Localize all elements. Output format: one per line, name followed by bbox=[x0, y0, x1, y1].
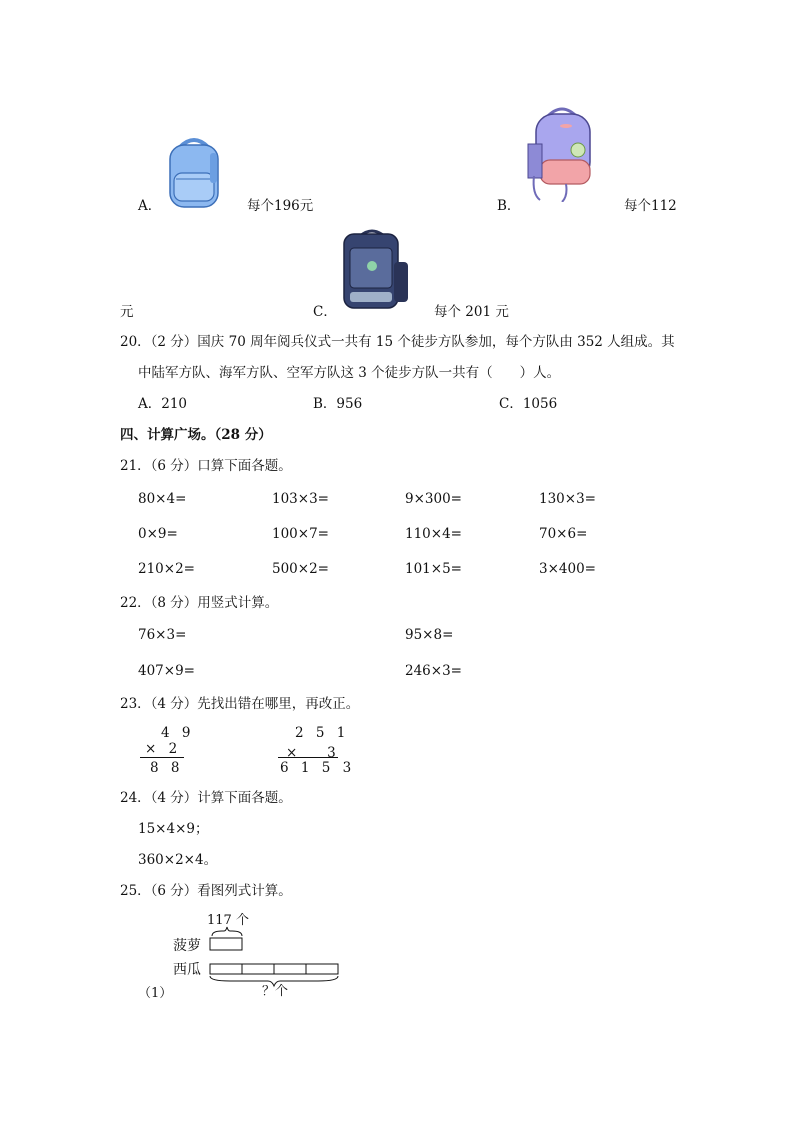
q24-title: 24．（4 分）计算下面各题。 bbox=[120, 790, 292, 806]
backpack-a-image bbox=[162, 133, 226, 209]
q20-choice-b: B．956 bbox=[313, 396, 363, 412]
q21-item: 210×2= bbox=[138, 561, 195, 577]
pineapple-bar bbox=[210, 938, 242, 950]
option-b-price: 每个112 bbox=[624, 198, 677, 214]
q21-item: 101×5= bbox=[405, 561, 462, 577]
q21-item: 100×7= bbox=[272, 526, 329, 542]
q21-title: 21．（6 分）口算下面各题。 bbox=[120, 458, 292, 474]
q22-item: 76×3= bbox=[138, 627, 187, 643]
q21-item: 110×4= bbox=[405, 526, 462, 542]
calc2-result: 6 1 5 3 bbox=[280, 760, 356, 776]
backpack-b-image bbox=[526, 104, 598, 202]
option-c-letter: C． bbox=[313, 304, 337, 320]
q21-item: 9×300= bbox=[405, 491, 462, 507]
sub-question-label: （1） bbox=[138, 986, 173, 1001]
calc1-mult: × 2 bbox=[145, 741, 182, 757]
q22-title: 22．（8 分）用竖式计算。 bbox=[120, 595, 279, 611]
q24-item: 360×2×4。 bbox=[138, 852, 218, 868]
calc1-line bbox=[140, 757, 184, 758]
calc1-result: 8 8 bbox=[150, 760, 184, 776]
q25-title: 25．（6 分）看图列式计算。 bbox=[120, 883, 292, 899]
calc2-top: 2 5 1 bbox=[295, 725, 350, 741]
option-a-price: 每个196元 bbox=[247, 198, 314, 214]
section-4-title: 四、计算广场。（28 分） bbox=[120, 427, 272, 443]
option-b-price-wrap: 元 bbox=[120, 304, 134, 320]
row-label-pineapple: 菠萝 bbox=[173, 938, 201, 954]
q21-item: 70×6= bbox=[539, 526, 588, 542]
q22-item: 95×8= bbox=[405, 627, 454, 643]
row-label-watermelon: 西瓜 bbox=[173, 962, 201, 978]
q20-line1: 20．（2 分）国庆 70 周年阅兵仪式一共有 15 个徒步方队参加，每个方队由 352 人组成。其 bbox=[120, 334, 675, 350]
calc2-line bbox=[278, 757, 338, 758]
option-c-price: 每个 201 元 bbox=[434, 304, 509, 320]
q21-item: 103×3= bbox=[272, 491, 329, 507]
q24-item: 15×4×9； bbox=[138, 821, 209, 837]
option-b-letter: B． bbox=[497, 198, 521, 214]
q21-item: 130×3= bbox=[539, 491, 596, 507]
top-brace-label: 117 个 bbox=[207, 913, 249, 928]
q20-choice-c: C．1056 bbox=[499, 396, 558, 412]
backpack-c-image bbox=[338, 226, 410, 310]
top-brace bbox=[212, 927, 242, 936]
q21-item: 3×400= bbox=[539, 561, 596, 577]
calc2-mult: × 3 bbox=[286, 745, 340, 761]
q21-item: 80×4= bbox=[138, 491, 187, 507]
bottom-brace-label: ？个 bbox=[262, 984, 289, 999]
q20-line2: 中陆军方队、海军方队、空军方队这 3 个徒步方队一共有（ ）人。 bbox=[138, 365, 561, 381]
q20-choice-a: A．210 bbox=[138, 396, 188, 412]
calc1-top: 4 9 bbox=[161, 725, 195, 741]
q21-item: 500×2= bbox=[272, 561, 329, 577]
q23-title: 23．（4 分）先找出错在哪里，再改正。 bbox=[120, 696, 360, 712]
q22-item: 407×9= bbox=[138, 663, 195, 679]
q21-item: 0×9= bbox=[138, 526, 178, 542]
option-a-letter: A． bbox=[138, 198, 162, 214]
q22-item: 246×3= bbox=[405, 663, 462, 679]
